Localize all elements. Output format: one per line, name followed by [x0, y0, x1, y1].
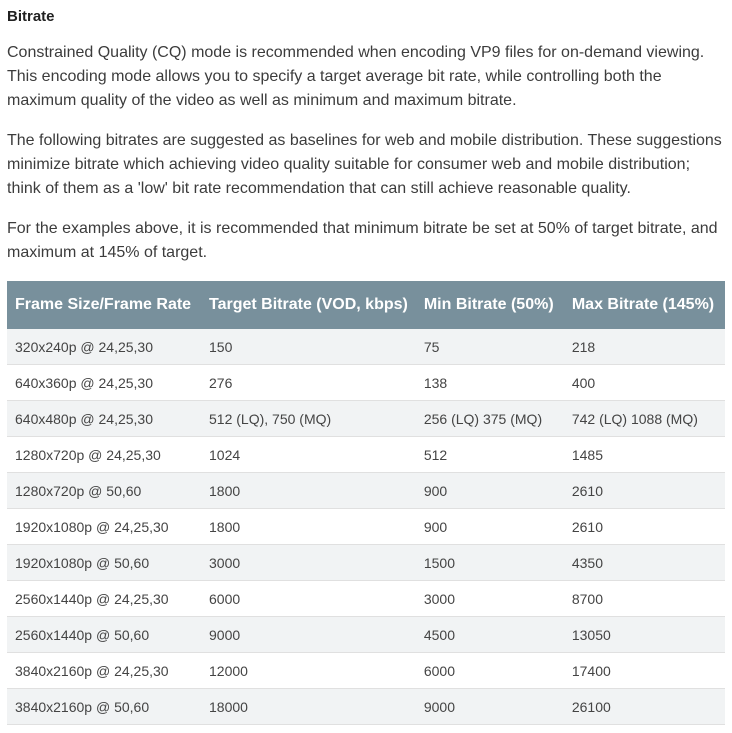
cell-target-bitrate: 18000 [201, 689, 416, 725]
cell-max-bitrate: 742 (LQ) 1088 (MQ) [564, 401, 725, 437]
section-heading: Bitrate [7, 8, 55, 25]
cell-min-bitrate: 9000 [416, 689, 564, 725]
cell-frame-size: 1280x720p @ 24,25,30 [7, 437, 201, 473]
cell-frame-size: 640x360p @ 24,25,30 [7, 365, 201, 401]
table-row [7, 473, 725, 509]
cell-min-bitrate: 900 [416, 509, 564, 545]
cell-target-bitrate: 1800 [201, 509, 416, 545]
cell-target-bitrate: 6000 [201, 581, 416, 617]
cell-frame-size: 3840x2160p @ 24,25,30 [7, 653, 201, 689]
cell-target-bitrate: 276 [201, 365, 416, 401]
column-header-min-bitrate: Min Bitrate (50%) [416, 281, 564, 329]
table-row [7, 437, 725, 473]
table-row [7, 581, 725, 617]
cell-target-bitrate: 512 (LQ), 750 (MQ) [201, 401, 416, 437]
cell-min-bitrate: 512 [416, 437, 564, 473]
cell-min-bitrate: 256 (LQ) 375 (MQ) [416, 401, 564, 437]
cell-max-bitrate: 400 [564, 365, 725, 401]
header-row [7, 281, 725, 329]
table-row [7, 653, 725, 689]
column-header-target-bitrate: Target Bitrate (VOD, kbps) [201, 281, 416, 329]
cell-max-bitrate: 8700 [564, 581, 725, 617]
cell-min-bitrate: 3000 [416, 581, 564, 617]
cell-max-bitrate: 17400 [564, 653, 725, 689]
cell-min-bitrate: 900 [416, 473, 564, 509]
table-row [7, 545, 725, 581]
cell-target-bitrate: 3000 [201, 545, 416, 581]
cell-frame-size: 2560x1440p @ 50,60 [7, 617, 201, 653]
cell-target-bitrate: 1800 [201, 473, 416, 509]
table-row [7, 401, 725, 437]
cell-frame-size: 1920x1080p @ 50,60 [7, 545, 201, 581]
table-row [7, 365, 725, 401]
cell-min-bitrate: 1500 [416, 545, 564, 581]
table-row [7, 689, 725, 725]
cell-frame-size: 2560x1440p @ 24,25,30 [7, 581, 201, 617]
cell-frame-size: 1920x1080p @ 24,25,30 [7, 509, 201, 545]
table-row [7, 329, 725, 365]
cell-max-bitrate: 13050 [564, 617, 725, 653]
cell-min-bitrate: 138 [416, 365, 564, 401]
cell-frame-size: 320x240p @ 24,25,30 [7, 329, 201, 365]
cell-min-bitrate: 6000 [416, 653, 564, 689]
cell-target-bitrate: 12000 [201, 653, 416, 689]
column-header-max-bitrate: Max Bitrate (145%) [564, 281, 725, 329]
cell-frame-size: 3840x2160p @ 50,60 [7, 689, 201, 725]
paragraph-baselines: The following bitrates are suggested as baselines for web and mobile distribution. These suggestions minimize bitrate which achieving video quality suitable for consumer web and mobile distribution; think of them as a 'low' bit rate recommendation that can still achieve reasonable quality. [7, 132, 722, 197]
table-body [7, 329, 725, 725]
cell-target-bitrate: 1024 [201, 437, 416, 473]
table-row [7, 617, 725, 653]
cell-max-bitrate: 1485 [564, 437, 725, 473]
cell-target-bitrate: 150 [201, 329, 416, 365]
cell-max-bitrate: 26100 [564, 689, 725, 725]
paragraph-min-max: For the examples above, it is recommended that minimum bitrate be set at 50% of target bitrate, and maximum at 145% of target. [7, 220, 718, 261]
cell-frame-size: 1280x720p @ 50,60 [7, 473, 201, 509]
table-row [7, 509, 725, 545]
paragraph-cq-mode: Constrained Quality (CQ) mode is recommended when encoding VP9 files for on-demand viewing. This encoding mode allows you to specify a target average bit rate, while controlling both the maximum quality of the video as well as minimum and maximum bitrate. [7, 44, 705, 109]
cell-max-bitrate: 218 [564, 329, 725, 365]
table-header [7, 281, 725, 329]
cell-target-bitrate: 9000 [201, 617, 416, 653]
column-header-frame-size: Frame Size/Frame Rate [7, 281, 201, 329]
cell-max-bitrate: 2610 [564, 473, 725, 509]
cell-min-bitrate: 75 [416, 329, 564, 365]
cell-max-bitrate: 4350 [564, 545, 725, 581]
cell-max-bitrate: 2610 [564, 509, 725, 545]
cell-frame-size: 640x480p @ 24,25,30 [7, 401, 201, 437]
bitrate-table [7, 281, 725, 725]
cell-min-bitrate: 4500 [416, 617, 564, 653]
